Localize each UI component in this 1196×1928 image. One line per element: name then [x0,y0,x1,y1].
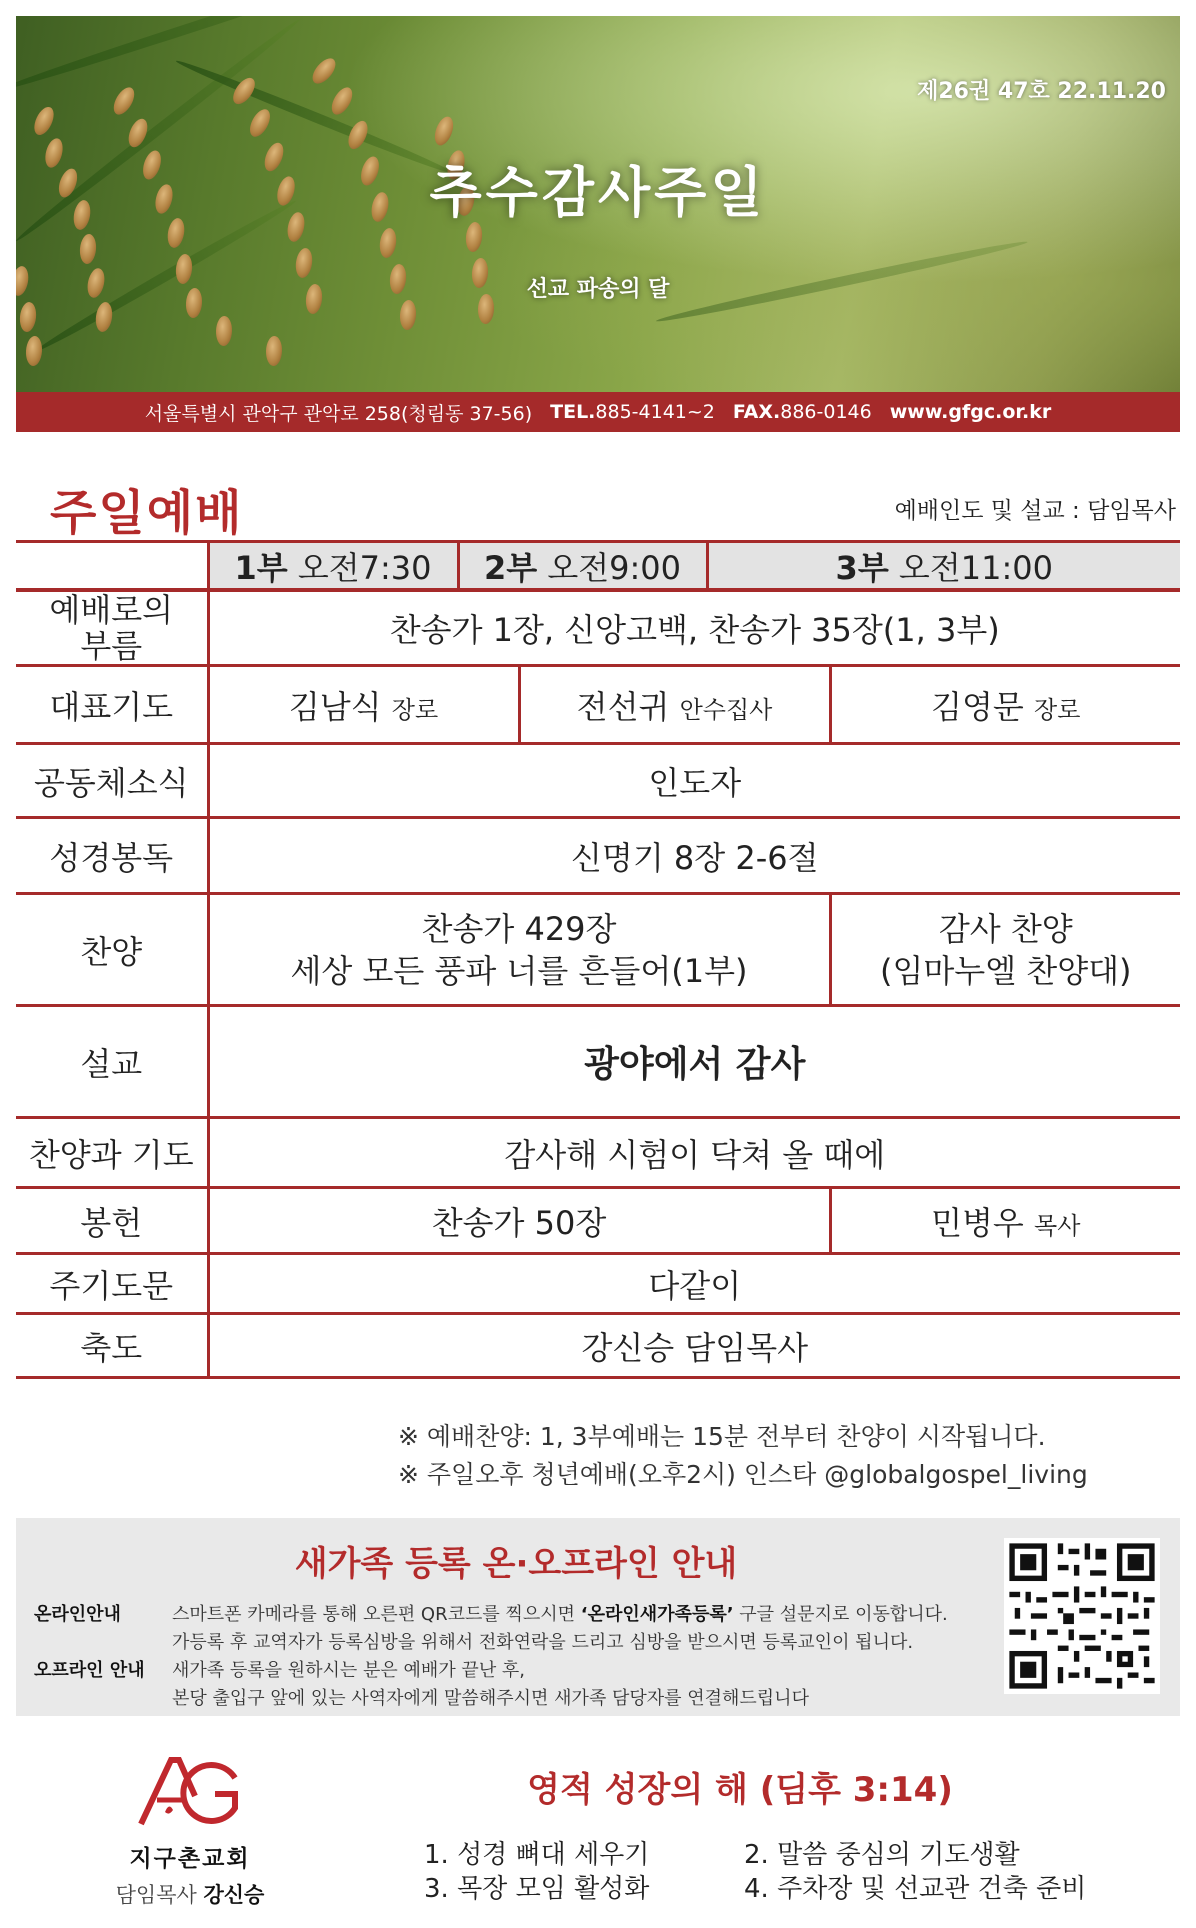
contact-bar [16,392,1180,432]
row-value: 감사해 시험이 닥쳐 올 때에 [208,1118,1180,1188]
worship-order-table [16,540,1180,592]
prayer-3: 김영문 장로 [830,666,1180,744]
note-praise: ※ 예배찬양: 1, 3부예배는 15분 전부터 찬양이 시작됩니다. [398,1422,1046,1451]
service-3: 3부 오전11:00 [707,542,1180,591]
table-row [16,744,1180,818]
senior-pastor: 담임목사 강신승 [115,1883,265,1907]
goal-item: 4. 주차장 및 선교관 건축 준비 [744,1874,1087,1904]
row-value: 인도자 [208,744,1180,818]
prayer-2: 전선귀 안수집사 [519,666,830,744]
table-row [16,1118,1180,1188]
prayer-1: 김남식 장로 [208,666,519,744]
praise-choir: 감사 찬양 (임마누엘 찬양대) [830,894,1180,1006]
issue-number: 제26권 47호 22.11.20 [917,79,1166,104]
offline-text-1: 새가족 등록을 원하시는 분은 예배가 끝난 후, [172,1660,526,1681]
row-label: 축도 [16,1314,208,1378]
service-2: 2부 오전9:00 [458,542,707,591]
table-row [16,1006,1180,1118]
row-value: 찬송가 1장, 신앙고백, 찬송가 35장(1, 3부) [208,590,1180,666]
row-label: 대표기도 [16,666,208,744]
row-value: 다같이 [208,1254,1180,1314]
online-label: 온라인안내 [34,1604,121,1625]
row-label: 찬양과 기도 [16,1118,208,1188]
qr-code-icon[interactable] [1004,1538,1160,1694]
offering-prayer: 민병우 목사 [830,1188,1180,1254]
service-times-row [16,542,1180,591]
website-link[interactable]: www.gfgc.or.kr [889,401,1052,423]
yearly-theme: 영적 성장의 해 (딤후 3:14) [527,1770,953,1810]
hero-banner [16,16,1180,392]
church-logo [100,1752,280,1907]
table-row [16,666,1180,744]
page-title: 추수감사주일 [429,161,767,224]
worship-order-body [16,588,1180,667]
goal-item: 1. 성경 뼈대 세우기 [424,1840,650,1870]
table-row [16,894,1180,1006]
row-label: 공동체소식 [16,744,208,818]
online-text-1: 스마트폰 카메라를 통해 오른편 QR코드를 찍으시면 ‘온라인새가족등록’ 구글 설문지로 이동합니다. [172,1604,948,1625]
service-1: 1부 오전7:30 [208,542,458,591]
empty-cell [16,542,208,591]
table-row [16,590,1180,666]
rice-leaf [16,16,397,96]
table-row [16,818,1180,894]
row-label: 예배로의 부름 [16,590,208,666]
page-subtitle: 선교 파송의 달 [526,277,670,302]
offline-text-2: 본당 출입구 앞에 있는 사역자에게 말씀해주시면 새가족 담당자를 연결해드립니다 [172,1688,809,1709]
worship-section-title: 주일예배 [50,485,244,541]
table-row [16,1254,1180,1314]
goal-item: 2. 말씀 중심의 기도생활 [744,1840,1020,1870]
ag-logo-icon [135,1752,245,1832]
sermon-title: 광야에서 감사 [208,1006,1180,1118]
table-row [16,1314,1180,1378]
goal-item: 3. 목장 모임 활성화 [424,1874,650,1904]
online-text-2: 가등록 후 교역자가 등록심방을 위해서 전화연락을 드리고 심방을 받으시면 등록교인이 됩니다. [172,1632,914,1653]
praise-hymn: 찬송가 429장 세상 모든 풍파 너를 흔들어(1부) [208,894,830,1006]
phone: TEL.885-4141~2 [550,401,715,423]
table-row [16,1188,1180,1254]
row-value: 신명기 8장 2-6절 [208,818,1180,894]
church-name: 지구촌교회 [129,1846,251,1872]
worship-order-prayer [16,664,1180,745]
row-label: 설교 [16,1006,208,1118]
row-label: 찬양 [16,894,208,1006]
fax: FAX.886-0146 [732,401,872,423]
worship-order-rest [16,742,1180,1379]
offering-hymn: 찬송가 50장 [208,1188,830,1254]
worship-leader: 예배인도 및 설교 : 담임목사 [894,498,1176,524]
new-family-info-box [16,1518,1180,1716]
church-address: 서울특별시 관악구 관악로 258(청림동 37-56) [144,402,533,425]
row-label: 성경봉독 [16,818,208,894]
row-value: 강신승 담임목사 [208,1314,1180,1378]
row-label: 주기도문 [16,1254,208,1314]
row-label: 봉헌 [16,1188,208,1254]
worship-notes [398,1418,1088,1494]
new-family-title: 새가족 등록 온·오프라인 안내 [294,1544,738,1584]
note-youth: ※ 주일오후 청년예배(오후2시) 인스타 @globalgospel_living [398,1460,1088,1489]
offline-label: 오프라인 안내 [34,1660,145,1681]
